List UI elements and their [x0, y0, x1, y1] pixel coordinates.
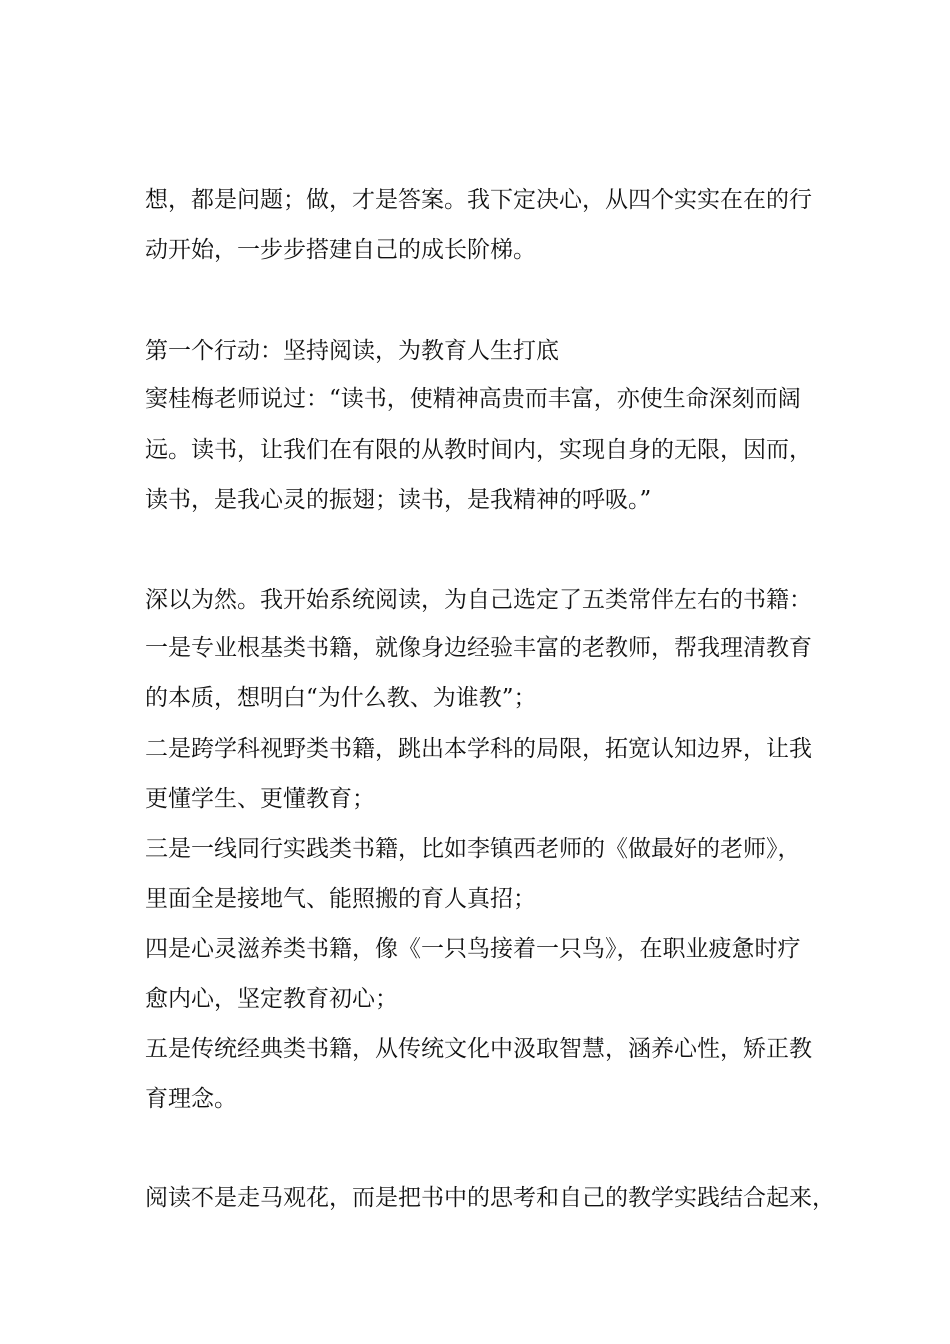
text-line: 五是传统经典类书籍，从传统文化中汲取智慧，涵养心性，矫正教 [145, 1036, 812, 1062]
text-line: 一是专业根基类书籍，就像身边经验丰富的老教师，帮我理清教育 [145, 635, 812, 661]
text-line: 育理念。 [145, 1086, 237, 1112]
text-line: 愈内心，坚定教育初心； [145, 986, 398, 1012]
text-line: 深以为然。我开始系统阅读，为自己选定了五类常伴左右的书籍： [145, 587, 812, 613]
text-line: 四是心灵滋养类书籍，像《一只鸟接着一只鸟》，在职业疲惫时疗 [145, 936, 801, 962]
text-line: 读书，是我心灵的振翅；读书，是我精神的呼吸。” [145, 487, 652, 513]
text-line: 更懂学生、更懂教育； [145, 786, 375, 812]
text-line: 窦桂梅老师说过：“读书，使精神高贵而丰富，亦使生命深刻而阔 [145, 386, 801, 412]
text-line: 三是一线同行实践类书籍，比如李镇西老师的《做最好的老师》， [145, 836, 801, 862]
text-line: 的本质，想明白“为什么教、为谁教”； [145, 685, 537, 711]
text-line: 想，都是问题；做，才是答案。我下定决心，从四个实实在在的行 [145, 187, 812, 213]
text-line: 动开始，一步步搭建自己的成长阶梯。 [145, 237, 536, 263]
text-line: 远。读书，让我们在有限的从教时间内，实现自身的无限，因而， [145, 437, 812, 463]
text-line: 里面全是接地气、能照搬的育人真招； [145, 886, 536, 912]
section-heading: 第一个行动：坚持阅读，为教育人生打底 [145, 338, 559, 364]
text-line: 阅读不是走马观花，而是把书中的思考和自己的教学实践结合起来， [145, 1185, 835, 1211]
text-line: 二是跨学科视野类书籍，跳出本学科的局限，拓宽认知边界，让我 [145, 736, 812, 762]
